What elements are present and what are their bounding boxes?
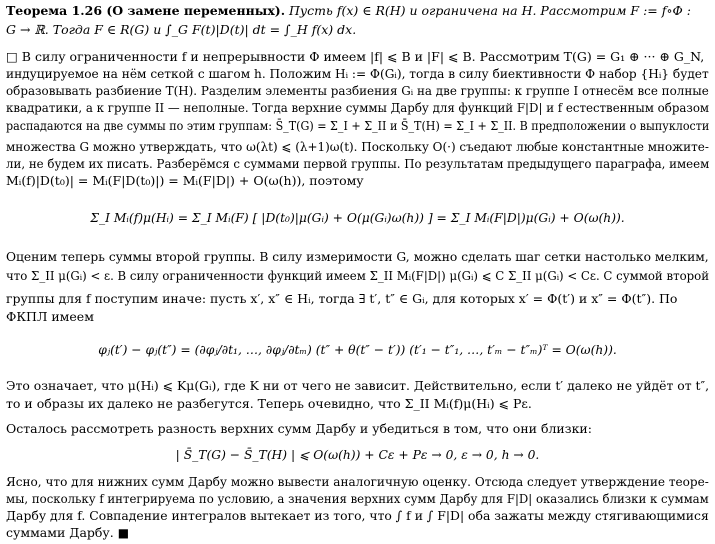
proof-p5-line-4-text: суммами Дарбу. xyxy=(6,525,114,540)
proof-p5-line-1: Ясно, что для нижних сумм Дарбу можно вывести аналогичную оценку. Отсюда следует утверждение теоре- xyxy=(6,474,709,489)
proof-p1-line-4: квадратики, а к группе II — неполные. Тогда верхние суммы Дарбу для функций F|D| и f естественным образом xyxy=(6,100,710,115)
equation-1: Σ_I Mᵢ(f)μ(Hᵢ) = Σ_I Mᵢ(F) [ |D(t₀)|μ(Gᵢ) + O(μ(Gᵢ)ω(h)) ] = Σ_I Mᵢ(F|D|)μ(Gᵢ) + O(ω(h)). xyxy=(90,210,625,225)
equation-3: | S̄_T(G) − S̄_T(H) | ⩽ O(ω(h)) + Cε + Pε → 0, ε → 0, h → 0. xyxy=(175,447,540,462)
theorem-title: Теорема 1.26 (О замене переменных). xyxy=(6,3,286,18)
proof-p1-line-5: распадаются на две суммы по этим группам: S̄_T(G) = Σ_I + Σ_II и S̄_T(H) = Σ_I + Σ_II. В предположении о выпуклости xyxy=(6,118,710,133)
proof-p1-line-2: индуцируемое на нём сеткой с шагом h. Положим Hᵢ := Φ(Gᵢ), тогда в силу биективности Φ набор {Hᵢ} будет xyxy=(6,66,709,81)
qed-icon: ■ xyxy=(117,526,130,540)
theorem-statement-1: Пусть f(x) ∈ R(H) и ограничена на H. Рассмотрим F := f∘Φ : xyxy=(289,3,691,18)
proof-p1-line-6: множества G можно утверждать, что ω(λt) ⩽ (λ+1)ω(t). Поскольку O(·) съедают любые константные множите- xyxy=(6,139,709,154)
proof-p3-line-2: то и образы их далеко не разбегутся. Теперь очевидно, что Σ_II Mᵢ(f)μ(Hᵢ) ⩽ Pε. xyxy=(6,396,532,411)
proof-p2-line-3: группы для f поступим иначе: пусть x′, x″ ∈ Hᵢ, тогда ∃ t′, t″ ∈ Gᵢ, для которых x′ = Φ(t′) и x″ = Φ(t″). По xyxy=(6,291,678,306)
proof-p5-line-2: мы, поскольку f интегрируема по условию, а значения верхних сумм Дарбу для F|D| оказались близки к суммам xyxy=(6,491,709,506)
proof-p2-line-4: ФКПЛ имеем xyxy=(6,309,94,324)
theorem-statement-2: G → ℝ. Тогда F ∈ R(G) и ∫_G F(t)|D(t)| dt = ∫_H f(x) dx. xyxy=(6,22,357,37)
proof-p2-line-2: что Σ_II μ(Gᵢ) < ε. В силу ограниченности функций имеем Σ_II Mᵢ(F|D|) μ(Gᵢ) ⩽ C Σ_II μ(Gᵢ) < Cε. С суммой второй xyxy=(6,268,710,283)
proof-p3-line-1: Это означает, что μ(Hᵢ) ⩽ Kμ(Gᵢ), где K ни от чего не зависит. Действительно, если t′ далеко не уйдёт от t″, xyxy=(6,378,710,393)
equation-2: φⱼ(t′) − φⱼ(t″) = (∂φⱼ/∂t₁, …, ∂φⱼ/∂tₘ) (t″ + θ(t″ − t′)) (t′₁ − t″₁, …, t′ₘ − t″ₘ)ᵀ = O(ω(h)). xyxy=(98,342,617,357)
proof-p2-line-1: Оценим теперь суммы второй группы. В силу измеримости G, можно сделать шаг сетки настолько мелким, xyxy=(6,249,709,264)
proof-p4: Осталось рассмотреть разность верхних сумм Дарбу и убедиться в том, что они близки: xyxy=(6,421,592,436)
proof-p5-line-4 xyxy=(6,525,129,541)
proof-p1-line-1: □ В силу ограниченности f и непрерывности Φ имеем |f| ⩽ B и |F| ⩽ B. Рассмотрим T(G) = G₁ ⊕ ··· ⊕ G_N, xyxy=(6,49,705,64)
proof-p5-line-3: Дарбу для f. Совпадение интегралов вытекает из того, что ∫ f и ∫ F|D| оба зажаты между стягивающимися xyxy=(6,508,709,523)
proof-p1-line-8: Mᵢ(f)|D(t₀)| = Mᵢ(F|D(t₀)|) = Mᵢ(F|D|) + O(ω(h)), поэтому xyxy=(6,173,364,188)
theorem-line-1 xyxy=(6,3,691,19)
proof-p1-line-3: образовывать разбиение T(H). Разделим элементы разбиения Gᵢ на две группы: к группе I отнесём все полные xyxy=(6,83,709,98)
proof-p1-line-7: ли, не будем их писать. Разберёмся с суммами первой группы. По результатам предыдущего параграфа, имеем xyxy=(6,156,710,171)
